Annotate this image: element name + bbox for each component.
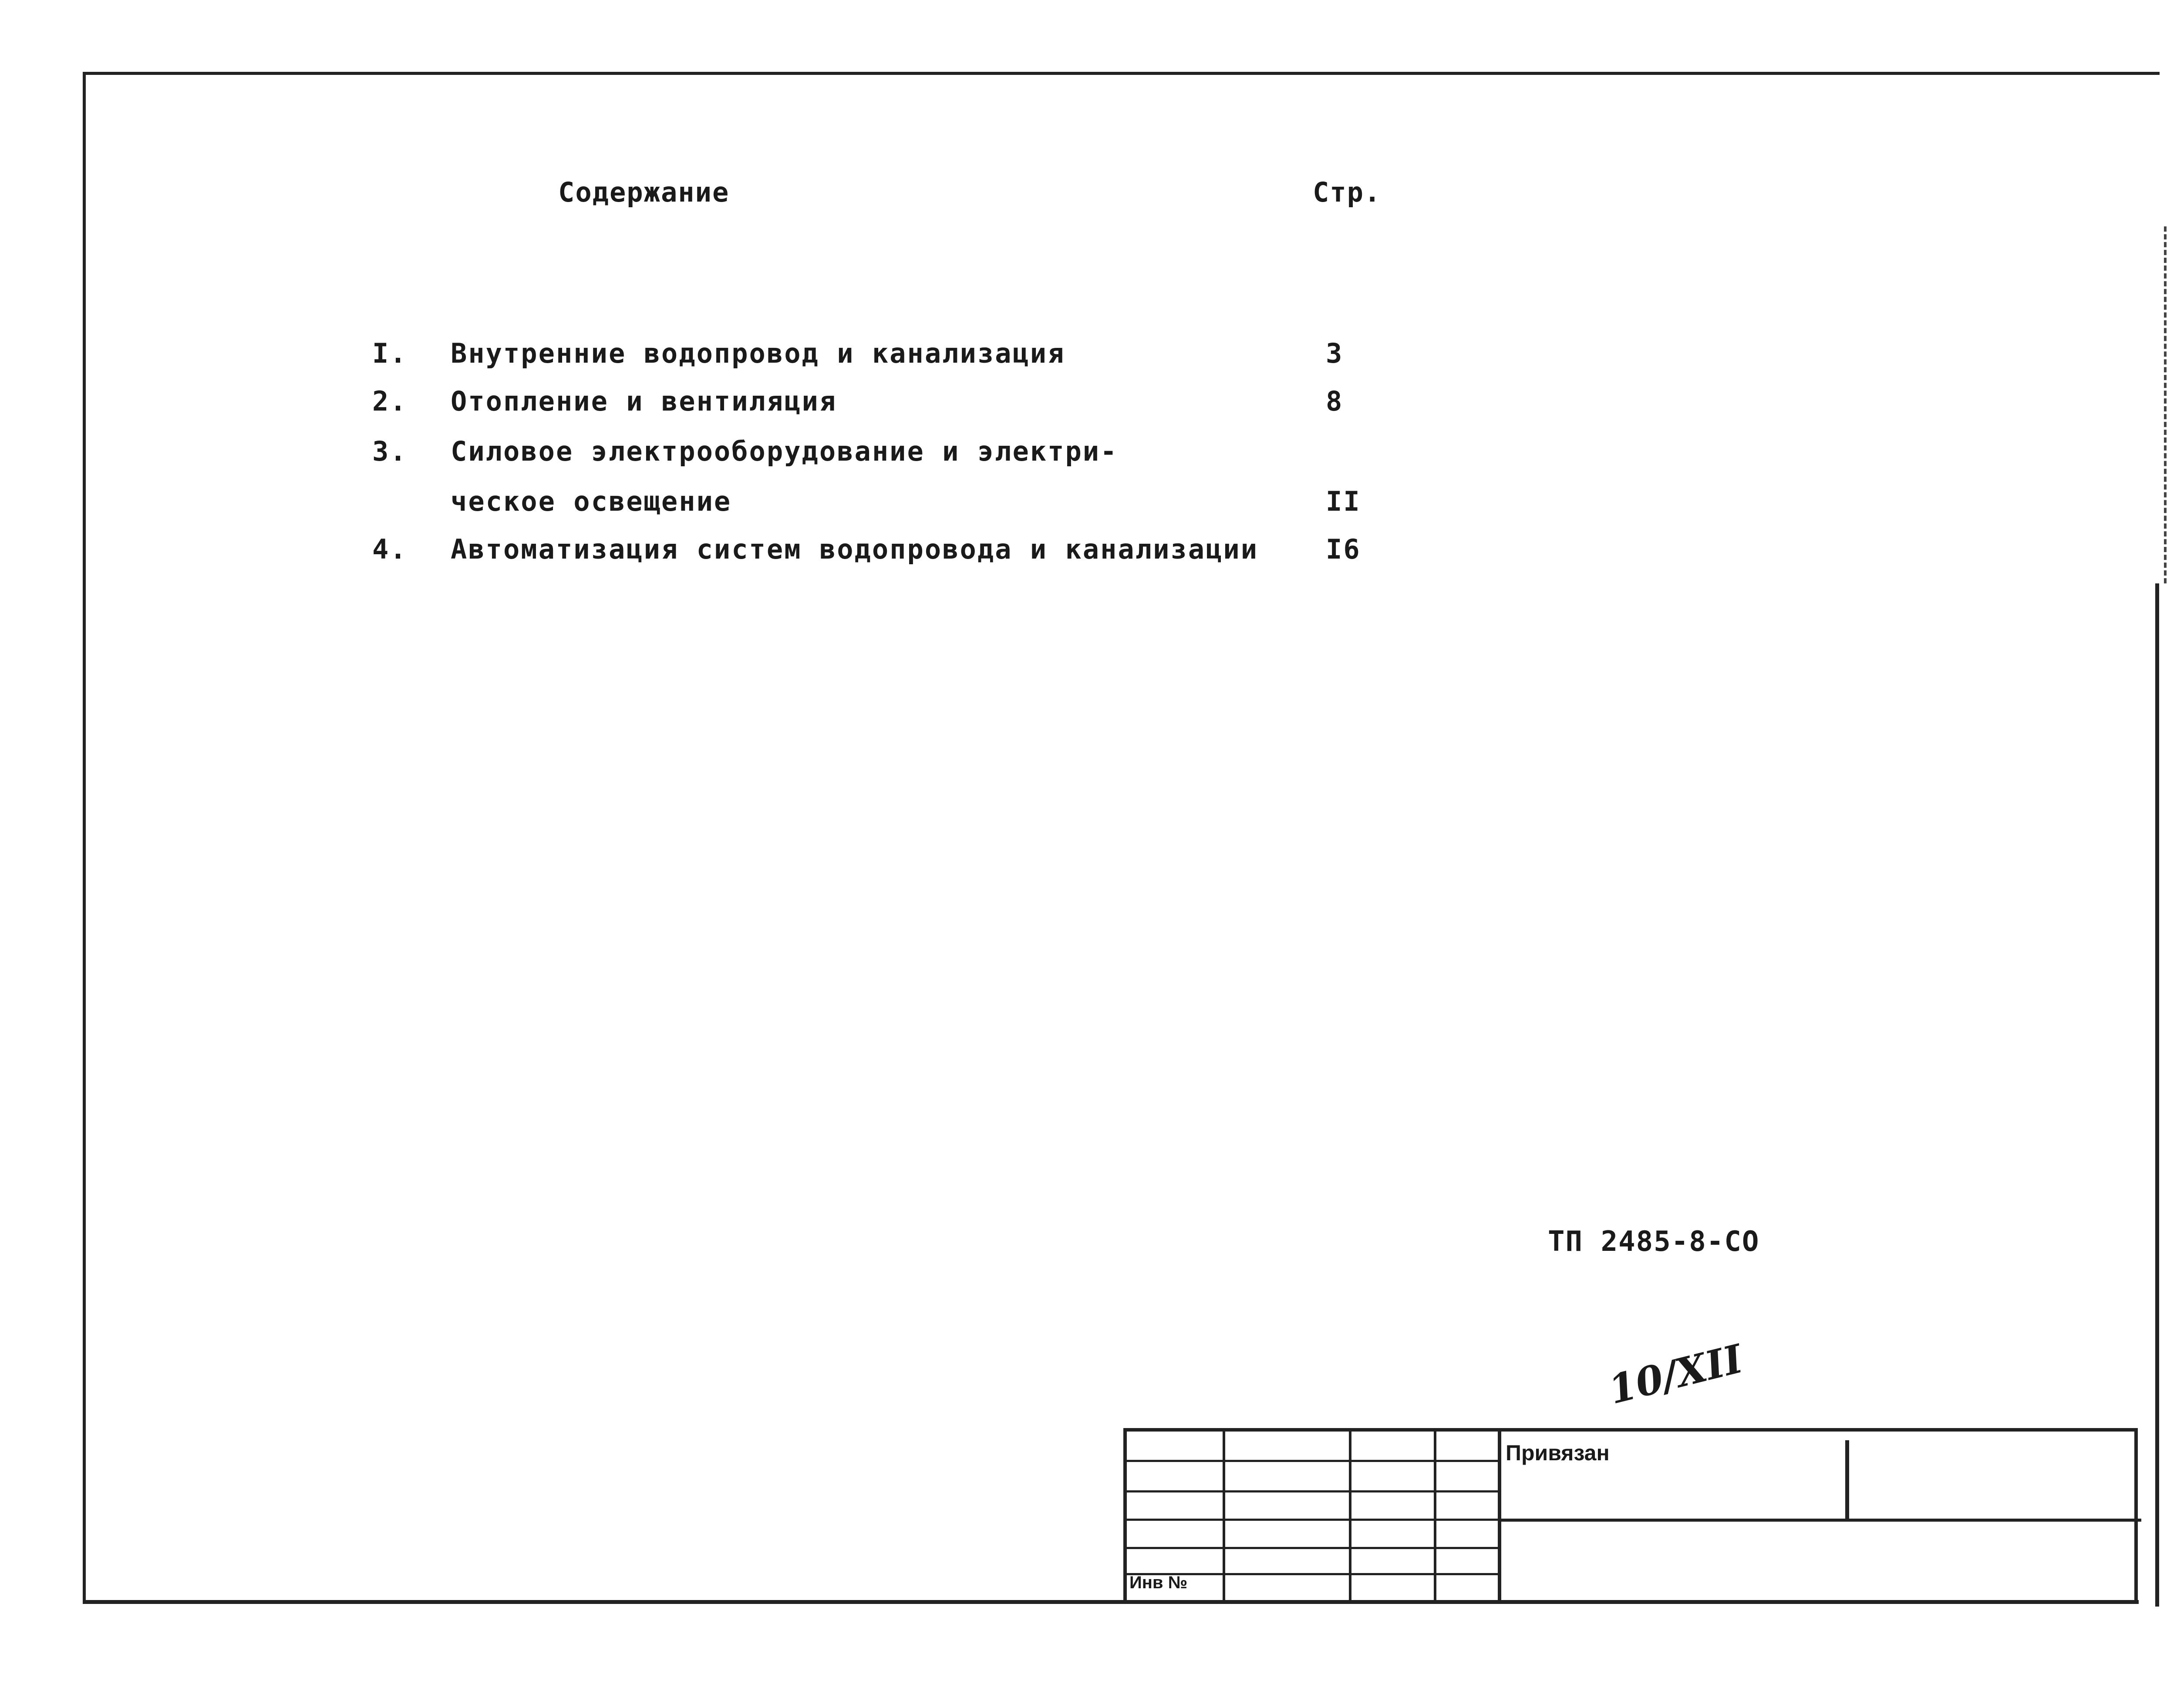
toc-item-text: Автоматизация систем водопровода и канализации <box>451 533 1259 565</box>
frame-left-border <box>83 74 86 1602</box>
inventory-number-label: Инв № <box>1129 1573 1188 1592</box>
grid-row-line <box>1127 1519 1501 1521</box>
toc-heading: Содержание <box>558 176 730 208</box>
document-code: ТП 2485-8-СО <box>1548 1226 1760 1258</box>
toc-item-number: I. <box>372 337 408 369</box>
grid-row-line <box>1127 1547 1501 1549</box>
toc-item-text: Внутренние водопровод и канализация <box>451 337 1065 369</box>
toc-item-number: 3. <box>372 435 408 467</box>
grid-row-line <box>1127 1490 1501 1492</box>
frame-top-border <box>83 72 2160 75</box>
title-block-divider <box>1501 1519 2141 1522</box>
title-block-divider <box>1845 1440 1849 1519</box>
toc-item-text: Отопление и вентиляция <box>451 385 837 417</box>
frame-right-border-faint <box>2164 226 2167 583</box>
toc-item-page: 3 <box>1326 337 1344 369</box>
toc-item-page: II <box>1326 485 1361 517</box>
grid-row-line <box>1127 1460 1501 1462</box>
attached-label: Привязан <box>1506 1441 1610 1465</box>
handwritten-note: 10/XII <box>1604 1335 1747 1413</box>
toc-item-number: 4. <box>372 533 408 565</box>
toc-item-text: ческое освещение <box>451 485 732 517</box>
toc-item-page: 8 <box>1326 385 1344 417</box>
title-block <box>1123 1428 2138 1600</box>
grid-column-line <box>1223 1432 1225 1604</box>
toc-item-number: 2. <box>372 385 408 417</box>
frame-right-border <box>2155 583 2159 1607</box>
toc-item-page: I6 <box>1326 533 1361 565</box>
toc-page-heading: Стр. <box>1313 176 1382 208</box>
title-block-grid <box>1127 1432 1501 1604</box>
toc-item-text: Силовое электрооборудование и электри- <box>451 435 1118 467</box>
grid-column-line <box>1434 1432 1436 1604</box>
grid-column-line <box>1349 1432 1351 1604</box>
frame-bottom-border <box>83 1600 2139 1604</box>
